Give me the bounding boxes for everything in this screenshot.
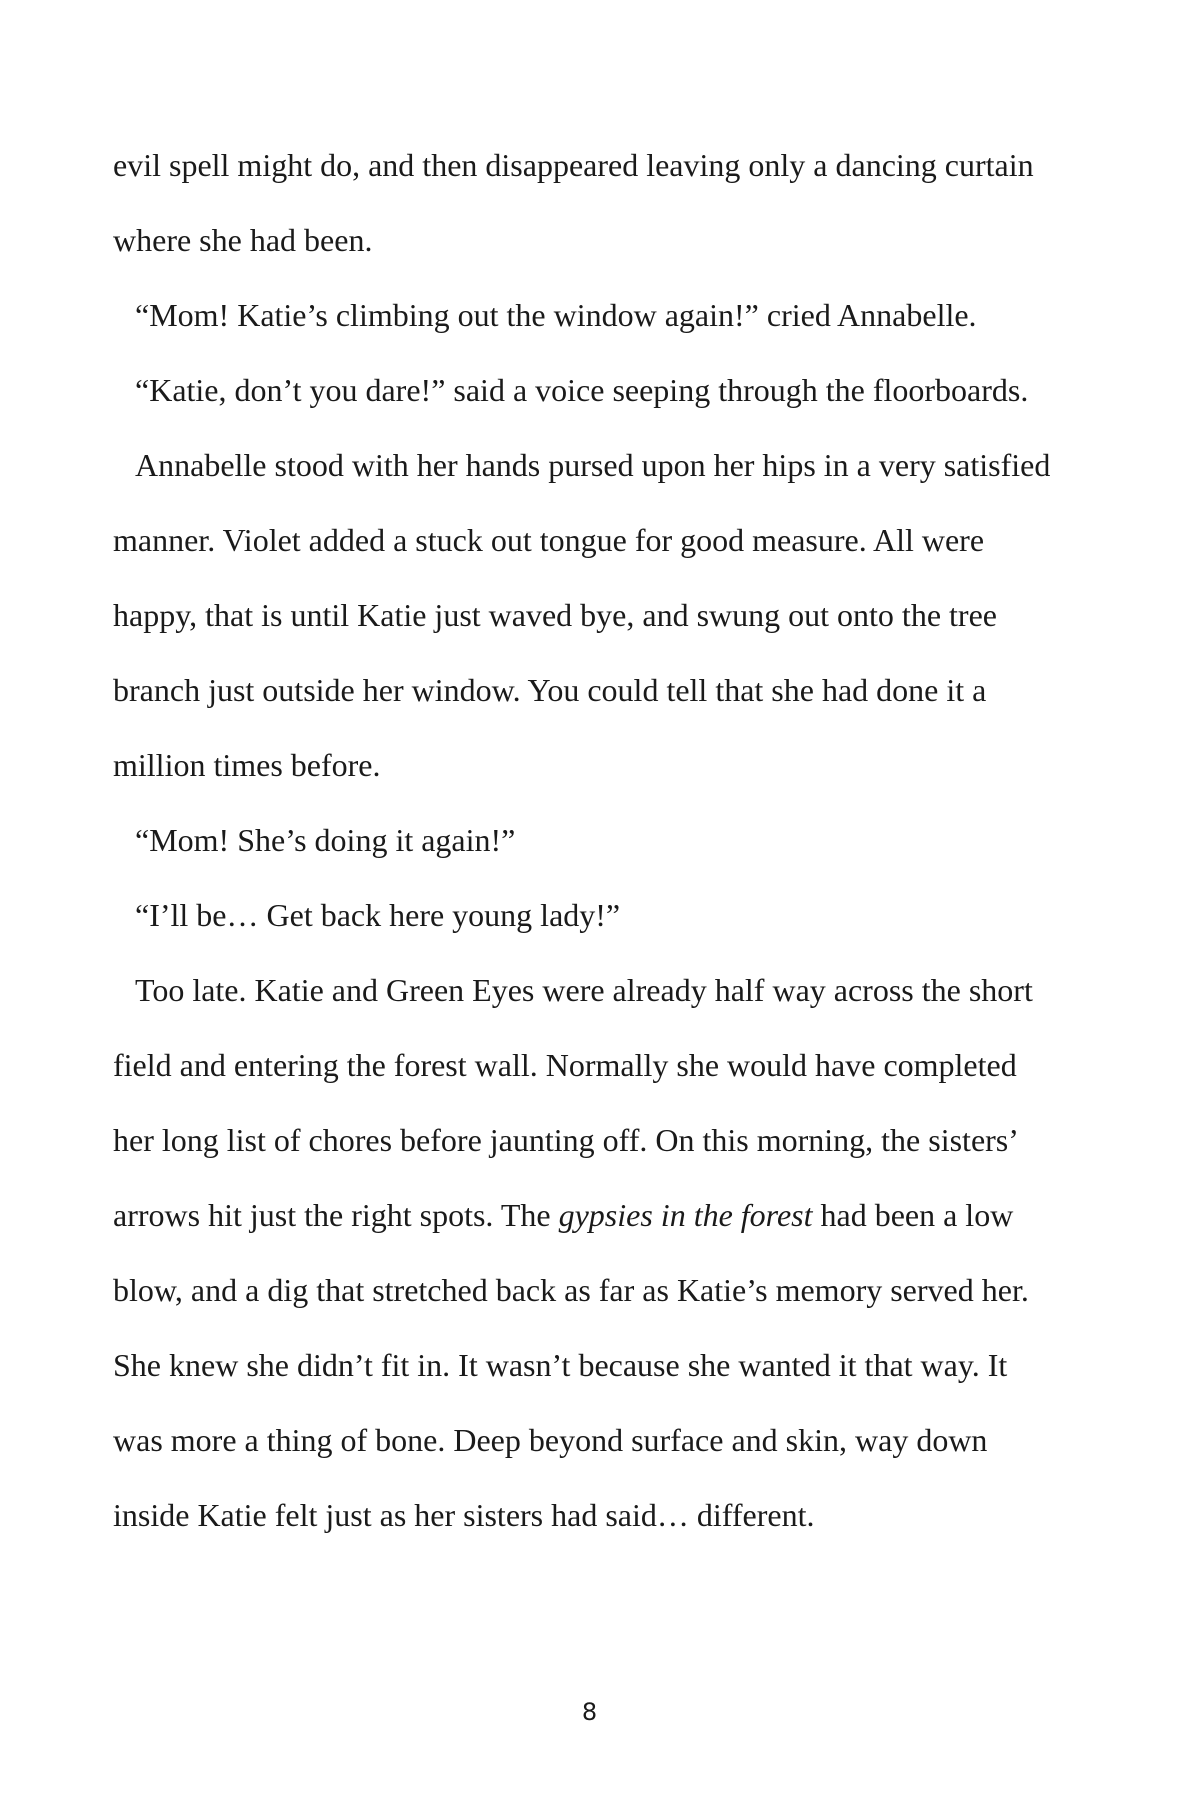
text-line: million times before. [113, 747, 381, 783]
text-line: “Mom! Katie’s climbing out the window again!” cried Annabelle. [135, 297, 977, 333]
paragraph [113, 278, 1093, 353]
text-line: field and entering the forest wall. Normally she would have completed [113, 1047, 1017, 1083]
text-line: Annabelle stood with her hands pursed upon her hips in a very satisfied [135, 447, 1051, 483]
paragraph [113, 803, 1093, 878]
text-line: manner. Violet added a stuck out tongue for good measure. All were [113, 522, 985, 558]
text-line: happy, that is until Katie just waved bye, and swung out onto the tree [113, 597, 997, 633]
text-line: evil spell might do, and then disappeared leaving only a dancing curtain [113, 147, 1034, 183]
text-line: her long list of chores before jaunting off. On this morning, the sisters’ [113, 1122, 1019, 1158]
paragraph [113, 353, 1093, 428]
text-line: “Katie, don’t you dare!” said a voice seeping through the floorboards. [135, 372, 1029, 408]
text-line: “I’ll be… Get back here young lady!” [135, 897, 621, 933]
paragraph [113, 128, 1093, 278]
text-line: inside Katie felt just as her sisters had said… different. [113, 1497, 815, 1533]
text-line: branch just outside her window. You could tell that she had done it a [113, 672, 987, 708]
paragraph [113, 878, 1093, 953]
page-number: 8 [581, 1698, 598, 1726]
italic-phrase: gypsies in the forest [558, 1197, 813, 1233]
text-line: “Mom! She’s doing it again!” [135, 822, 516, 858]
text-line: was more a thing of bone. Deep beyond surface and skin, way down [113, 1422, 988, 1458]
text-line: Too late. Katie and Green Eyes were already half way across the short [135, 972, 1033, 1008]
paragraph [113, 953, 1093, 1553]
body-text [113, 128, 1093, 1553]
text-span: had been a low [812, 1197, 1014, 1233]
paragraph [113, 428, 1093, 803]
text-line: where she had been. [113, 222, 373, 258]
text-line: blow, and a dig that stretched back as far as Katie’s memory served her. [113, 1272, 1029, 1308]
text-span: arrows hit just the right spots. The [113, 1197, 559, 1233]
text-line-with-italic [113, 1178, 1093, 1253]
text-line: She knew she didn’t fit in. It wasn’t because she wanted it that way. It [113, 1347, 1008, 1383]
